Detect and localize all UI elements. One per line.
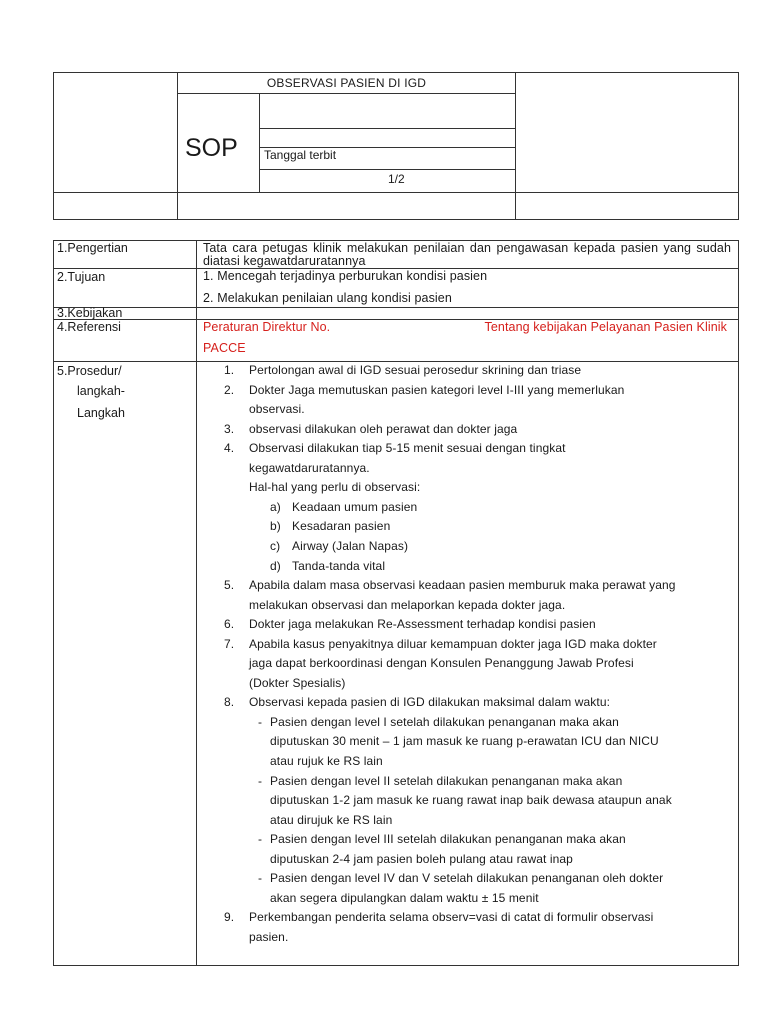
tujuan-item: 2. Melakukan penilaian ulang kondisi pasien	[203, 291, 452, 305]
divider	[196, 240, 197, 966]
divider	[53, 361, 739, 362]
list-item: jaga dapat berkoordinasi dengan Konsulen Penanggung Jawab Profesi	[249, 656, 634, 671]
list-item: diputuskan 1-2 jam masuk ke ruang rawat inap baik dewasa ataupun anak	[270, 793, 672, 808]
list-marker: 4.	[224, 441, 235, 456]
list-marker: -	[258, 832, 263, 847]
list-item: Observasi dilakukan tiap 5-15 menit sesuai dengan tingkat	[249, 441, 566, 456]
prosedur-label: langkah-	[77, 384, 125, 398]
divider	[177, 72, 178, 220]
divider	[177, 93, 516, 94]
list-item: kegawatdaruratannya.	[249, 460, 370, 475]
list-marker: d)	[270, 558, 281, 573]
list-item: Airway (Jalan Napas)	[292, 538, 409, 553]
list-marker: -	[258, 871, 263, 886]
divider	[53, 72, 54, 220]
tujuan-item: 1. Mencegah terjadinya perburukan kondisi pasien	[203, 269, 488, 283]
list-item: pasien.	[249, 929, 289, 944]
list-marker: a)	[270, 499, 281, 514]
list-item: observasi dilakukan oleh perawat dan dokter jaga	[249, 421, 518, 436]
divider	[53, 965, 739, 966]
list-marker: 2.	[224, 382, 235, 397]
document-title: OBSERVASI PASIEN DI IGD	[266, 76, 427, 90]
list-marker: -	[258, 714, 263, 729]
tujuan-label: 2.Tujuan	[57, 270, 106, 284]
referensi-label: 4.Referensi	[57, 320, 121, 334]
list-item: Keadaan umum pasien	[292, 499, 418, 514]
list-item: melakukan observasi dan melaporkan kepada dokter jaga.	[249, 597, 566, 612]
list-item: atau dirujuk ke RS lain	[270, 812, 393, 827]
list-item: Perkembangan penderita selama observ=vasi di catat di formulir observasi	[249, 910, 654, 925]
sop-label: SOP	[185, 134, 238, 162]
prosedur-label: 5.Prosedur/	[57, 364, 122, 378]
page-number: 1/2	[388, 172, 405, 186]
referensi-peraturan: Peraturan Direktur No.	[203, 320, 331, 334]
divider	[53, 192, 739, 193]
list-item: Pertolongan awal di IGD sesuai perosedur skrining dan triase	[249, 363, 582, 377]
divider	[53, 240, 54, 966]
list-item: Hal-hal yang perlu di observasi:	[249, 480, 421, 495]
list-marker: 7.	[224, 636, 235, 651]
list-item: akan segera dipulangkan dalam waktu ± 15 menit	[270, 890, 539, 905]
divider	[53, 307, 739, 308]
divider	[259, 128, 516, 129]
list-marker: 3.	[224, 421, 235, 436]
list-item: Pasien dengan level II setelah dilakukan penanganan maka akan	[270, 773, 623, 788]
list-item: atau rujuk ke RS lain	[270, 754, 383, 768]
list-item: Apabila dalam masa observasi keadaan pasien memburuk maka perawat yang	[249, 578, 676, 593]
list-item: Tanda-tanda vital	[292, 558, 386, 573]
referensi-pacce: PACCE	[203, 341, 246, 355]
divider	[738, 240, 739, 966]
list-item: Dokter Jaga memutuskan pasien kategori level I-III yang memerlukan	[249, 382, 625, 397]
list-item: Pasien dengan level IV dan V setelah dilakukan penanganan oleh dokter	[270, 871, 664, 886]
divider	[515, 72, 516, 220]
list-item: Pasien dengan level III setelah dilakukan penanganan maka akan	[270, 832, 626, 847]
divider	[738, 72, 739, 220]
list-marker: 8.	[224, 695, 235, 710]
list-item: Apabila kasus penyakitnya diluar kemampuan dokter jaga IGD maka dokter	[249, 636, 657, 651]
referensi-kebijakan: Tentang kebijakan Pelayanan Pasien Klinik	[484, 320, 727, 334]
list-item: observasi.	[249, 402, 305, 417]
list-marker: 6.	[224, 617, 235, 632]
list-marker: 9.	[224, 910, 235, 925]
tanggal-terbit-label: Tanggal terbit	[264, 148, 337, 162]
list-item: diputuskan 2-4 jam pasien boleh pulang atau rawat inap	[270, 851, 573, 866]
divider	[259, 169, 516, 170]
prosedur-label: Langkah	[77, 406, 125, 420]
kebijakan-label: 3.Kebijakan	[57, 306, 123, 320]
list-item: Observasi kepada pasien di IGD dilakukan maksimal dalam waktu:	[249, 695, 611, 710]
divider	[53, 219, 739, 220]
divider	[259, 93, 260, 193]
list-item: Dokter jaga melakukan Re-Assessment terhadap kondisi pasien	[249, 617, 596, 632]
list-marker: 5.	[224, 578, 235, 593]
list-marker: -	[258, 773, 263, 788]
list-item: Kesadaran pasien	[292, 519, 391, 534]
list-item: Pasien dengan level I setelah dilakukan penanganan maka akan	[270, 714, 619, 729]
list-marker: 1.	[224, 363, 235, 377]
list-item: diputuskan 30 menit – 1 jam masuk ke ruang p-erawatan ICU dan NICU	[270, 734, 659, 749]
list-marker: c)	[270, 538, 281, 553]
pengertian-label: 1.Pengertian	[57, 241, 128, 255]
list-item: (Dokter Spesialis)	[249, 675, 346, 690]
list-marker: b)	[270, 519, 281, 534]
pengertian-text: Tata cara petugas klinik melakukan penilaian dan pengawasan kepada pasien yang sudah diatasi kegawatdaruratannya	[203, 241, 731, 268]
